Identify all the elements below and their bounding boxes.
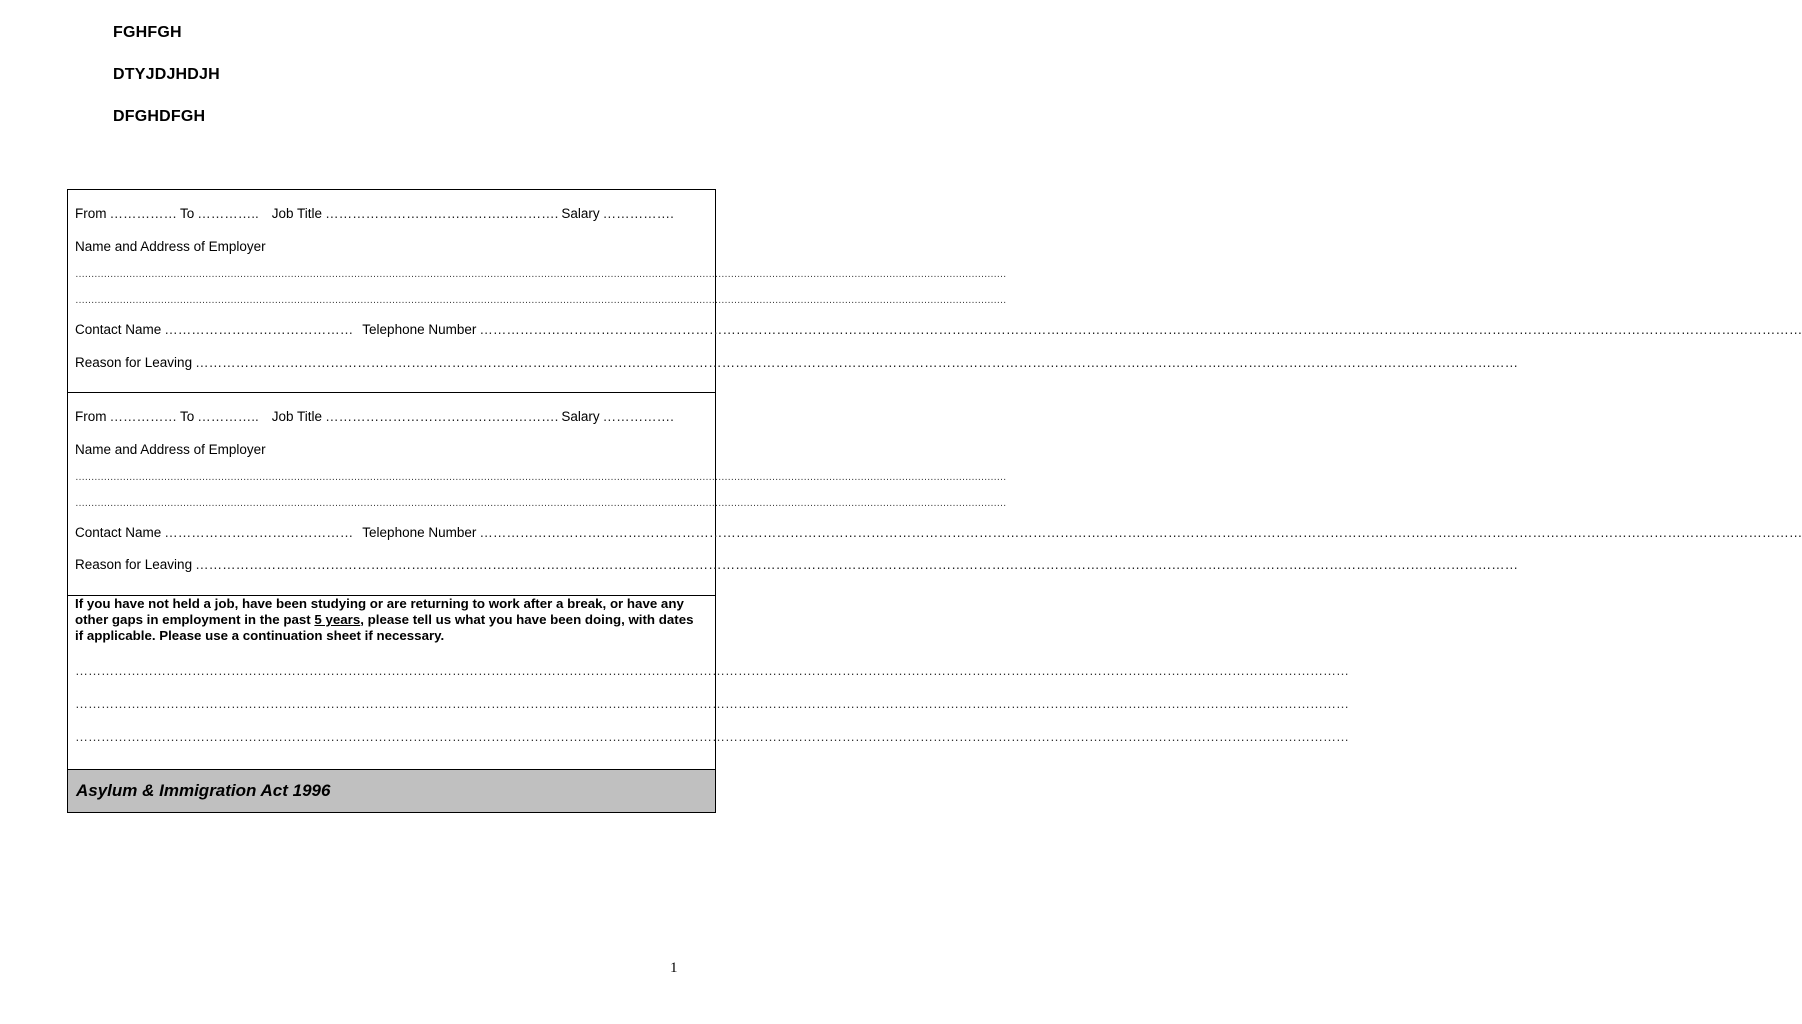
reason-field[interactable]: ……………………………………………………………………………………………………………………………………………………………………………………………………………………………………………………………………	[195, 557, 1519, 572]
salary-field[interactable]: …………….	[602, 206, 674, 221]
contact-name-label: Contact Name	[75, 322, 162, 337]
telephone-field[interactable]: ……………………………………………………………………………………………………………………………………………………………………………………………………………………………………………………………………	[479, 322, 1802, 337]
dates-title-salary-row	[75, 206, 707, 221]
to-field[interactable]: …………..	[197, 409, 259, 424]
employer-label: Name and Address of Employer	[75, 239, 266, 254]
contact-row	[75, 322, 1802, 337]
gaps-text-end: , please tell us what you have been doing, with dates if applicable. Please use a continuation sheet if necessary.	[75, 612, 694, 643]
asylum-immigration-section	[68, 770, 715, 812]
employer-address-line-2[interactable]: ……………………………………………………………………………………………………………………………………………………………………………………………………………………………………………………………………	[75, 295, 1006, 306]
dates-title-salary-row	[75, 409, 707, 424]
header-line-3: DFGHDFGH	[113, 108, 206, 125]
reason-field[interactable]: ……………………………………………………………………………………………………………………………………………………………………………………………………………………………………………………………………	[195, 355, 1519, 370]
reason-label: Reason for Leaving	[75, 355, 193, 370]
asylum-immigration-title: Asylum & Immigration Act 1996	[76, 781, 331, 800]
job-title-label: Job Title	[271, 206, 323, 221]
employer-address-line-1[interactable]: ……………………………………………………………………………………………………………………………………………………………………………………………………………………………………………………………………	[75, 269, 1006, 280]
job-title-label: Job Title	[271, 409, 323, 424]
gaps-answer-line-1[interactable]: ……………………………………………………………………………………………………………………………………………………………………………………………………………………………………………………………………	[75, 663, 1349, 678]
gaps-answer-line-3[interactable]: ……………………………………………………………………………………………………………………………………………………………………………………………………………………………………………………………………	[75, 729, 1349, 744]
contact-name-label: Contact Name	[75, 525, 162, 540]
job-title-field[interactable]: …………………………………………….	[325, 409, 559, 424]
header-line-2: DTYJDJHDJH	[113, 66, 220, 83]
reason-label: Reason for Leaving	[75, 557, 193, 572]
from-label: From	[75, 206, 107, 221]
employer-row	[75, 239, 707, 254]
employer-address-line-2[interactable]: ……………………………………………………………………………………………………………………………………………………………………………………………………………………………………………………………………	[75, 498, 1006, 509]
salary-label: Salary	[561, 409, 600, 424]
employer-label: Name and Address of Employer	[75, 442, 266, 457]
header-line-1: FGHFGH	[113, 24, 182, 41]
reason-row	[75, 355, 1519, 370]
telephone-field[interactable]: ……………………………………………………………………………………………………………………………………………………………………………………………………………………………………………………………………	[479, 525, 1802, 540]
from-field[interactable]: ……………	[109, 409, 177, 424]
gaps-answer-line-2[interactable]: ……………………………………………………………………………………………………………………………………………………………………………………………………………………………………………………………………	[75, 696, 1349, 711]
telephone-label: Telephone Number	[362, 525, 477, 540]
from-label: From	[75, 409, 107, 424]
salary-label: Salary	[561, 206, 600, 221]
to-label: To	[180, 409, 195, 424]
gaps-text-underlined: 5 years	[314, 612, 361, 627]
reason-row	[75, 557, 1519, 572]
gaps-text-start: If you have not held a job, have been studying or are returning to work after a break, or have any other gaps in employment in the past	[75, 596, 684, 627]
salary-field[interactable]: …………….	[602, 409, 674, 424]
telephone-label: Telephone Number	[362, 322, 477, 337]
employer-address-line-1[interactable]: ……………………………………………………………………………………………………………………………………………………………………………………………………………………………………………………………………	[75, 472, 1006, 483]
job-section-1	[68, 190, 1802, 393]
employer-row	[75, 442, 707, 457]
from-field[interactable]: ……………	[109, 206, 177, 221]
to-field[interactable]: …………..	[197, 206, 259, 221]
employment-gaps-section	[68, 596, 1349, 770]
employment-history-form	[67, 189, 1802, 813]
job-title-field[interactable]: …………………………………………….	[325, 206, 559, 221]
job-section-2	[68, 393, 1802, 596]
employment-gaps-instructions	[75, 596, 695, 644]
page-number: 1	[670, 960, 678, 976]
contact-name-field[interactable]: ……………………………………	[164, 525, 354, 540]
contact-row	[75, 525, 1802, 540]
to-label: To	[180, 206, 195, 221]
contact-name-field[interactable]: ……………………………………	[164, 322, 354, 337]
